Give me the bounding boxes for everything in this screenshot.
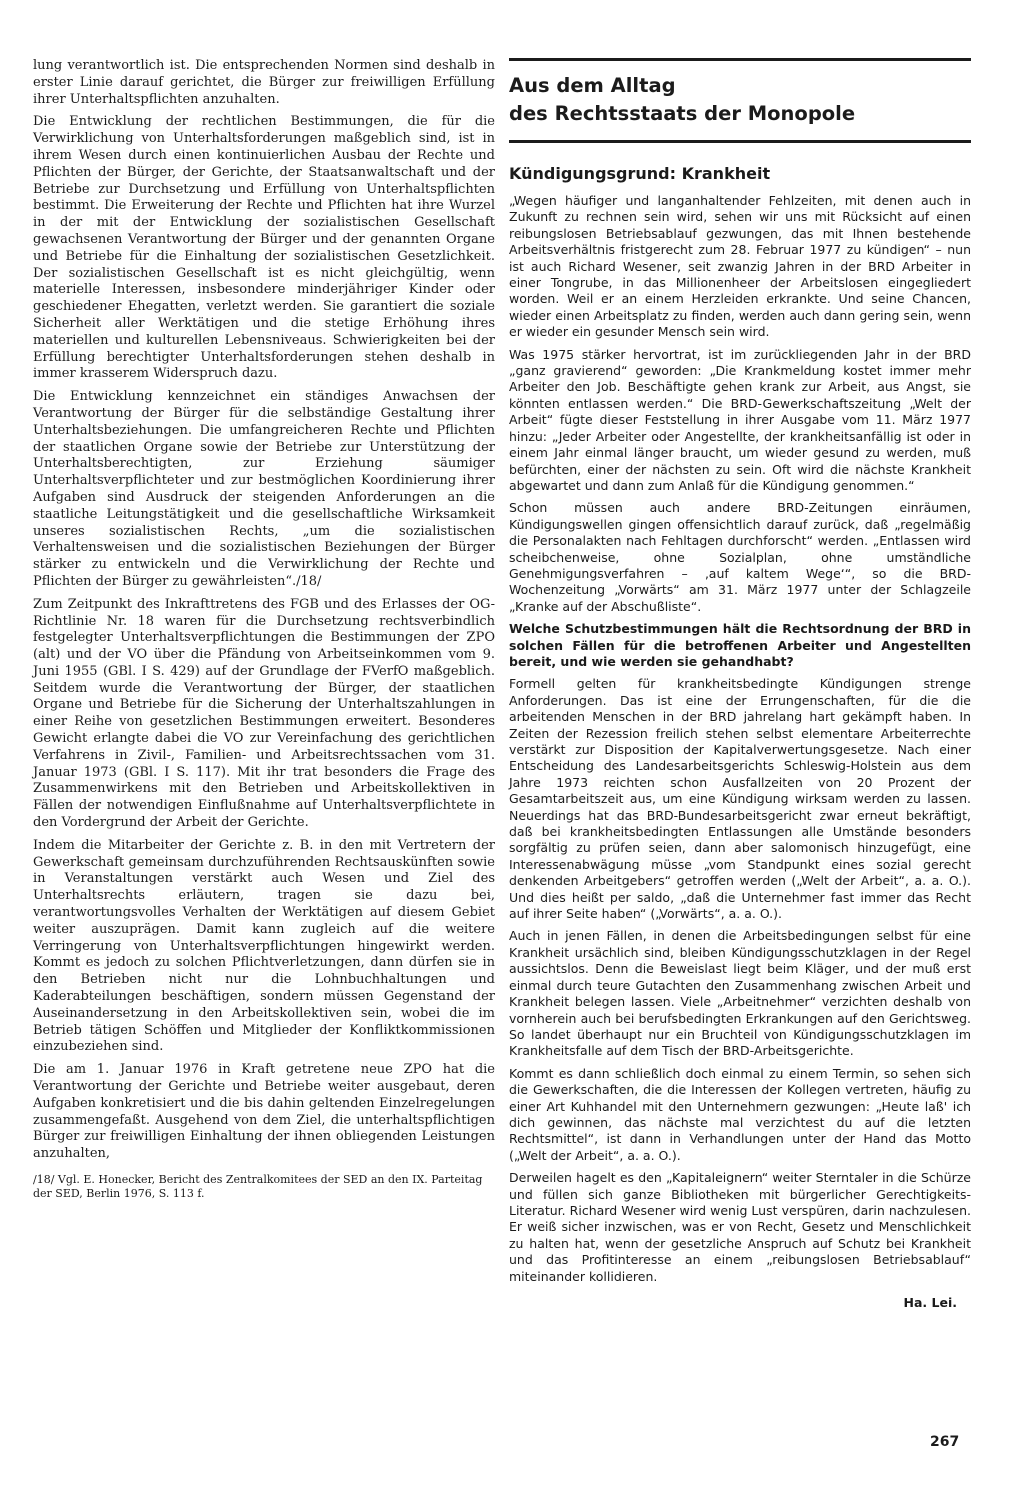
right-paragraph-8: Derweilen hagelt es den „Kapitaleignern“ weiter Sterntaler in die Schürze und füllen sich ganze Bibliotheken mit bürgerlicher Gerechtigkeits-Literatur. Richard Wesener wird wenig Lust verspüren, darin nachzulesen. Er weiß sicher inzwischen, was er von Recht, Gesetz und Menschlichkeit zu halten hat, wenn der gesetzliche Anspruch auf Schutz bei Krankheit und das Profitinteresse an einem „reibungslosen Betriebsablauf“ miteinander kollidieren. (509, 1170, 971, 1284)
right-paragraph-3: Schon müssen auch andere BRD-Zeitungen einräumen, Kündigungswellen gingen offensichtlich darauf zurück, daß „regelmäßig die Personalakten nach Fehltagen durchforscht“ werden. „Entlassen wird scheibchenweise, ohne Sozialplan, ohne umständliche Genehmigungsverfahren – ‚auf kaltem Wege‘“, so die BRD-Wochenzeitung „Vorwärts“ am 31. März 1977 unter der Schlagzeile „Kranke auf der Abschußliste“. (509, 500, 971, 614)
author-signature: Ha. Lei. (903, 1295, 957, 1310)
page-number: 267 (930, 1434, 960, 1450)
rubric-box (509, 58, 971, 143)
rubric-title-line-2: des Rechtsstaats der Monopole (509, 102, 856, 125)
article-title: Kündigungsgrund: Krankheit (509, 164, 771, 183)
right-paragraph-6: Auch in jenen Fällen, in denen die Arbeitsbedingungen selbst für eine Krankheit ursächlich sind, bleiben Kündigungsschutzklagen in der Regel aussichtslos. Denn die Beweislast liegt beim Kläger, und der muß erst einmal durch teure Gutachten den Zusammenhang zwischen Arbeit und Krankheit belegen lassen. Viele „Arbeitnehmer“ verzichten deshalb von vornherein auch bei berufsbedingten Erkrankungen auf den Gerichtsweg. So landet überhaupt nur ein Bruchteil von Kündigungsschutzklagen im Krankheitsfalle auf dem Tisch der BRD-Arbeitsgerichte. (509, 928, 971, 1059)
left-paragraph-2: Die Entwicklung der rechtlichen Bestimmungen, die für die Verwirklichung von Unterhaltsforderungen maßgeblich sind, ist in ihrem Wesen durch einen kontinuierlichen Ausbau der Rechte und Pflichten der Bürger, der Gerichte, der Staatsanwaltschaft und der Betriebe zur Durchsetzung und Erfüllung von Unterhaltspflichten bestimmt. Die Erweiterung der Rechte und Pflichten hat ihre Wurzel in der mit der Entwicklung der sozialistischen Gesellschaft gewachsenen Verantwortung der Bürger und der genannten Organe und Betriebe für die Einhaltung der sozialistischen Gesetzlichkeit. Der sozialistischen Gesellschaft ist es nicht gleichgültig, wenn materielle Interessen, insbesondere minderjähriger Kinder oder geschiedener Ehegatten, verletzt werden. Sie garantiert die soziale Sicherheit aller Werktätigen und die stetige Erhöhung ihres materiellen und kulturellen Lebensniveaus. Schwierigkeiten bei der Erfüllung berechtigter Unterhaltsforderungen stehen deshalb in immer krasserem Widerspruch dazu. (33, 114, 495, 382)
right-column (509, 58, 971, 1311)
right-paragraph-question: Welche Schutzbestimmungen hält die Rechtsordnung der BRD in solchen Fällen für die betroffenen Arbeiter und Angestellten bereit, und wie werden sie gehandhabt? (509, 621, 971, 669)
footnote: /18/ Vgl. E. Honecker, Bericht des Zentralkomitees der SED an den IX. Parteitag der SED, Berlin 1976, S. 113 f. (33, 1173, 483, 1200)
right-paragraph-2: Was 1975 stärker hervortrat, ist im zurückliegenden Jahr in der BRD „ganz gravierend“ geworden: „Die Krankmeldung kostet immer mehr Arbeiter den Job. Beschäftigte gehen krank zur Arbeit, aus Angst, sie könnten entlassen werden.“ Die BRD-Gewerkschaftszeitung „Welt der Arbeit“ fügte dieser Feststellung in ihrer Ausgabe vom 11. März 1977 hinzu: „Jeder Arbeiter oder Angestellte, der krankheitsanfällig ist oder in einem Jahr einmal länger braucht, um wieder gesund zu werden, muß befürchten, einer der nächsten zu sein. Oft wird die nächste Krankheit abgewartet und dann zum Anlaß für die Kündigung genommen.“ (509, 346, 971, 493)
right-paragraph-7: Kommt es dann schließlich doch einmal zu einem Termin, so sehen sich die Gewerkschaften, die die Interessen der Kollegen vertreten, häufig zu einer Art Kuhhandel mit den Unternehmern gezwungen: „Heute laß' ich dich gewinnen, das nächste mal verzichtest du auf die letzten Rechtsmittel“, ist dann in Verhandlungen unter der Hand das Motto („Welt der Arbeit“, a. a. O.). (509, 1065, 971, 1163)
right-paragraph-5: Formell gelten für krankheitsbedingte Kündigungen strenge Anforderungen. Das ist eine der Errungenschaften, für die die arbeitenden Menschen in der BRD jahrelang hart gekämpft haben. In Zeiten der Rezession freilich stehen selbst elementare Arbeiterrechte verstärkt zur Disposition der Kapitalverwertungsgesetze. Nach einer Entscheidung des Landesarbeitsgerichts Schleswig-Holstein aus dem Jahre 1973 reichten schon Ausfallzeiten von 20 Prozent der Gesamtarbeitszeit aus, um eine Kündigung wirksam werden zu lassen. Neuerdings hat das BRD-Bundesarbeitsgericht zwar erneut bekräftigt, daß bei krankheitsbedingten Entlassungen alle Umstände besonders sorgfältig zu prüfen seien, dann aber salomonisch hinzugefügt, eine Interessenabwägung müsse „vom Standpunkt eines sozial gerecht denkenden Arbeitgebers“ getroffen werden („Welt der Arbeit“, a. a. O.). Und dies heißt per saldo, „daß die Unternehmer fast immer das Recht auf ihrer Seite haben“ („Vorwärts“, a. a. O.). (509, 676, 971, 922)
left-paragraph-6: Die am 1. Januar 1976 in Kraft getretene neue ZPO hat die Verantwortung der Gerichte und Betriebe weiter ausgebaut, deren Aufgaben konkretisiert und die bis dahin geltenden Einzelregelungen zusammengefaßt. Ausgehend von dem Ziel, die unterhaltspflichtigen Bürger zur freiwilligen Einhaltung der ihnen obliegenden Leistungen anzuhalten, (33, 1062, 495, 1162)
left-paragraph-4: Zum Zeitpunkt des Inkrafttretens des FGB und des Erlasses der OG-Richtlinie Nr. 18 waren für die Durchsetzung rechtsverbindlich festgelegter Unterhaltsverpflichtungen die Bestimmungen der ZPO (alt) und der VO über die Pfändung von Arbeitseinkommen vom 9. Juni 1955 (GBl. I S. 429) auf der Grundlage der FVerfO maßgeblich. Seitdem wurde die Verantwortung der Bürger, der staatlichen Organe und Betriebe für die Sicherung der Unterhaltszahlungen in einer Reihe von gesetzlichen Bestimmungen erweitert. Besonderes Gewicht erlangte dabei die VO zur Vereinfachung des gerichtlichen Verfahrens in Zivil-, Familien- und Arbeitsrechtssachen vom 31. Januar 1973 (GBl. I S. 117). Mit ihr trat besonders die Frage des Zusammenwirkens mit den Betrieben und Arbeitskollektiven in Fällen der notwendigen Einflußnahme auf Unterhaltsverpflichtete in den Vordergrund der Arbeit der Gerichte. (33, 596, 495, 831)
left-paragraph-5: Indem die Mitarbeiter der Gerichte z. B. in den mit Vertretern der Gewerkschaft gemeinsam durchzuführenden Rechtsauskünften sowie in Veranstaltungen verstärkt auch Wesen und Ziel des Unterhaltsrechts erläutern, tragen sie dazu bei, verantwortungsvolles Verhalten der Werktätigen auf diesem Gebiet weiter auszuprägen. Damit kann zugleich auf die weitere Verringerung von Unterhaltsverpflichtungen hingewirkt werden. Kommt es jedoch zu solchen Pflichtverletzungen, dann dürfen sie in den Betrieben nicht nur die Lohnbuchhaltungen und Kaderabteilungen beschäftigen, sondern müssen Gegenstand der Auseinandersetzung in den Arbeitskollektiven sein, wobei die im Betrieb tätigen Schöffen und Mitglieder der Konfliktkommissionen einzubeziehen sind. (33, 837, 495, 1055)
right-paragraph-1: „Wegen häufiger und langanhaltender Fehlzeiten, mit denen auch in Zukunft zu rechnen sein wird, sehen wir uns mit Rücksicht auf einen reibungslosen Betriebsablauf gezwungen, das mit Ihnen bestehende Arbeitsverhältnis fristgerecht zum 28. Februar 1977 zu kündigen“ – nun ist auch Richard Wesener, seit zwanzig Jahren in der BRD Arbeiter in einer Tongrube, in das Millionenheer der Arbeitslosen eingegliedert worden. Weil er an einem Herzleiden erkrankte. Und seine Chancen, wieder einen Arbeitsplatz zu finden, werden auch dann gering sein, wenn er wieder ein gesunder Mensch sein wird. (509, 193, 971, 340)
left-column (33, 58, 495, 1201)
left-paragraph-1: lung verantwortlich ist. Die entsprechenden Normen sind deshalb in erster Linie darauf gerichtet, die Bürger zur freiwilligen Erfüllung ihrer Unterhaltspflichten anzuhalten. (33, 58, 495, 107)
rubric-title-line-1: Aus dem Alltag (509, 74, 676, 97)
left-paragraph-3: Die Entwicklung kennzeichnet ein ständiges Anwachsen der Verantwortung der Bürger für die selbständige Gestaltung ihrer Unterhaltsbeziehungen. Die umfangreicheren Rechte und Pflichten der staatlichen Organe sowie der Betriebe zur Unterstützung der Unterhaltsberechtigten, zur Erziehung säumiger Unterhaltsverpflichteter und zur bestmöglichen Koordinierung ihrer Aufgaben sind Ausdruck der steigenden Anforderungen an die staatliche Leitungstätigkeit und die gesellschaftliche Wirksamkeit unseres sozialistischen Rechts, „um die sozialistischen Verhaltensweisen und die sozialistischen Beziehungen der Bürger stärker zu entwickeln und die Verwirklichung der Rechte und Pflichten der Bürger zu gewährleisten“./18/ (33, 389, 495, 589)
